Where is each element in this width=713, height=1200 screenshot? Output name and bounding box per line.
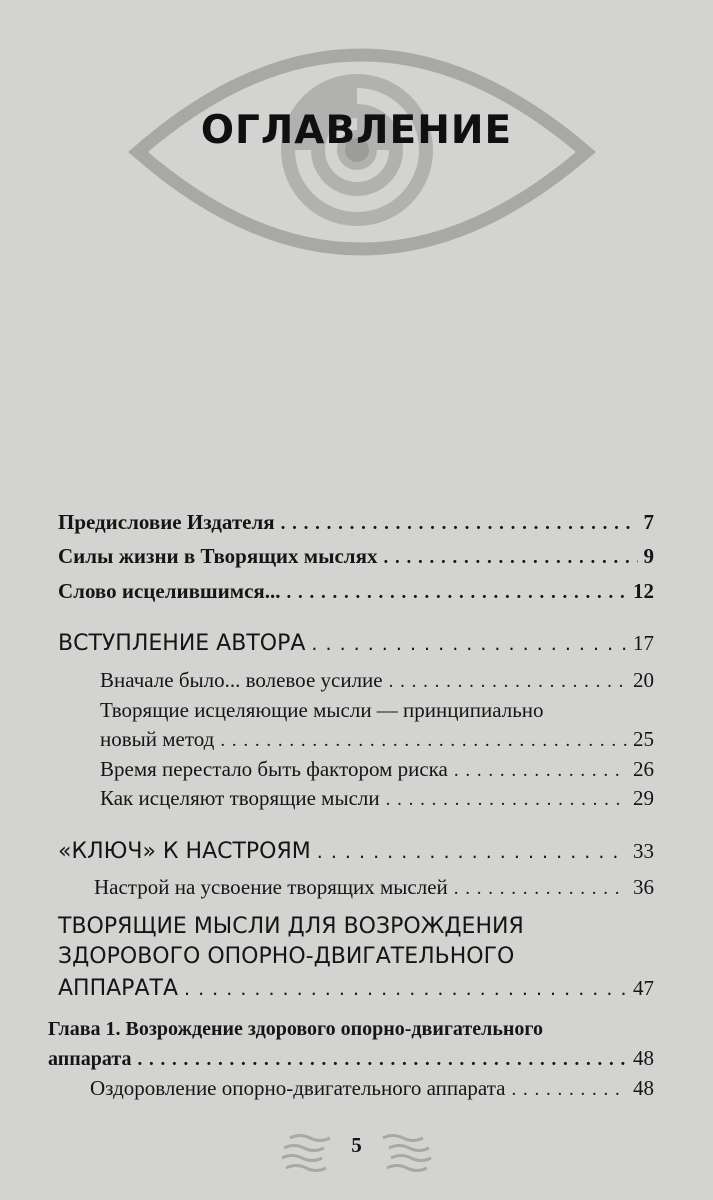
toc-section-entry[interactable] <box>58 976 654 1001</box>
dot-leader <box>287 582 628 604</box>
entry-label: АППАРАТА <box>58 976 178 1001</box>
dot-leader <box>383 547 637 569</box>
toc-subentry[interactable] <box>94 875 654 900</box>
entry-label: Вначале было... волевое усилие <box>100 668 383 692</box>
toc-section-entry[interactable] <box>58 839 654 864</box>
entry-page: 48 <box>633 1076 654 1100</box>
entry-label: новый метод <box>100 727 215 751</box>
toc-entry[interactable] <box>58 544 654 569</box>
entry-label-line: ТВОРЯЩИЕ МЫСЛИ ДЛЯ ВОЗРОЖДЕНИЯ <box>58 914 524 939</box>
dot-leader <box>454 878 627 900</box>
entry-label: Предисловие Издателя <box>58 510 275 534</box>
entry-label-line: Глава 1. Возрождение здорового опорно-двигательного <box>48 1018 544 1040</box>
entry-label: Настрой на усвоение творящих мыслей <box>94 875 448 899</box>
entry-page: 25 <box>633 727 654 751</box>
entry-page: 12 <box>633 579 654 603</box>
toc-entry[interactable] <box>58 510 654 535</box>
dot-leader <box>220 730 627 752</box>
entry-label: «КЛЮЧ» К НАСТРОЯМ <box>58 839 311 864</box>
entry-label: Время перестало быть фактором риска <box>100 757 448 781</box>
page-title: ОГЛАВЛЕНИЕ <box>200 108 513 153</box>
entry-label: Слово исцелившимся... <box>58 579 281 603</box>
toc-subentry[interactable] <box>100 668 654 693</box>
entry-label-line: ЗДОРОВОГО ОПОРНО-ДВИГАТЕЛЬНОГО <box>58 944 515 969</box>
dot-leader <box>137 1049 627 1071</box>
entry-page: 17 <box>633 631 654 655</box>
entry-label: ВСТУПЛЕНИЕ АВТОРА <box>58 631 306 656</box>
entry-label: Как исцеляют творящие мысли <box>100 786 380 810</box>
entry-page: 7 <box>643 510 654 534</box>
dot-leader <box>317 841 627 863</box>
toc-subentry[interactable] <box>90 1076 654 1101</box>
entry-page: 9 <box>643 544 654 568</box>
dot-leader <box>311 633 627 655</box>
toc-subentry[interactable] <box>100 786 654 811</box>
entry-page: 20 <box>633 668 654 692</box>
entry-page: 29 <box>633 786 654 810</box>
toc-section-entry[interactable] <box>58 631 654 656</box>
dot-leader <box>184 978 627 1000</box>
dot-leader <box>386 789 627 811</box>
entry-label: аппарата <box>48 1048 132 1070</box>
dot-leader <box>281 513 638 535</box>
toc-subentry[interactable] <box>100 757 654 782</box>
toc-subentry[interactable] <box>100 727 654 752</box>
entry-page: 36 <box>633 875 654 899</box>
entry-page: 47 <box>633 976 654 1000</box>
toc-entry[interactable] <box>58 579 654 604</box>
toc-chapter-entry[interactable] <box>48 1046 654 1071</box>
entry-page: 48 <box>633 1046 654 1070</box>
dot-leader <box>511 1079 627 1101</box>
entry-label-line: Творящие исцеляющие мысли — принципиально <box>100 698 544 722</box>
entry-label: Оздоровление опорно-двигательного аппарата <box>90 1076 506 1100</box>
entry-label: Силы жизни в Творящих мыслях <box>58 544 378 568</box>
dot-leader <box>454 760 627 782</box>
entry-page: 33 <box>633 839 654 863</box>
entry-page: 26 <box>633 757 654 781</box>
dot-leader <box>389 671 627 693</box>
page-number: 5 <box>351 1133 362 1157</box>
